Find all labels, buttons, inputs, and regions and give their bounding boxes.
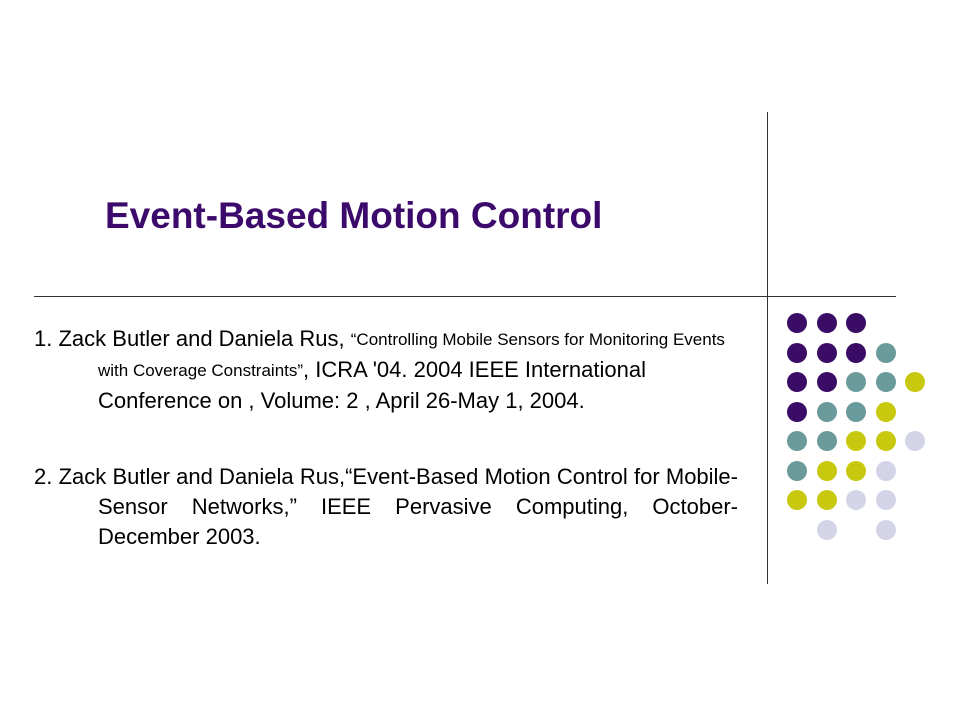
decorative-dot-teal [787,461,807,481]
decorative-dot-olive [876,402,896,422]
decorative-dot-teal [876,372,896,392]
vertical-divider [767,112,768,584]
decorative-dot-purple [787,402,807,422]
decorative-dot-teal [876,343,896,363]
reference-authors: Zack Butler and Daniela Rus, [58,464,346,489]
decorative-dot-olive [905,372,925,392]
reference-paper-title: “Controlling Mobile Sensors for Monitoring Events with Coverage Constraints” [98,330,725,380]
decorative-dot-lavender [876,490,896,510]
decorative-dot-lavender [905,431,925,451]
slide-title: Event-Based Motion Control [105,195,603,236]
reference-paper-title: “Event-Based Motion Control for Mobile-Sensor Networks,” [98,464,738,519]
reference-separator: , [338,326,351,351]
reference-list [34,324,738,552]
decorative-dot-olive [817,461,837,481]
decorative-dot-olive [787,490,807,510]
decorative-dot-lavender [846,490,866,510]
decorative-dot-teal [817,402,837,422]
reference-item [34,462,738,552]
decorative-dot-purple [787,313,807,333]
decorative-dot-olive [846,431,866,451]
decorative-dot-purple [787,343,807,363]
decorative-dot-teal [817,431,837,451]
decorative-dot-lavender [817,520,837,540]
decorative-dot-purple [846,343,866,363]
decorative-dot-lavender [876,461,896,481]
decorative-dot-purple [817,313,837,333]
decorative-dot-purple [817,372,837,392]
decorative-dot-purple [846,313,866,333]
decorative-dot-olive [846,461,866,481]
reference-number: 2. [34,464,53,489]
decorative-dot-lavender [876,520,896,540]
decorative-dot-purple [817,343,837,363]
decorative-dot-teal [846,372,866,392]
reference-authors: Zack Butler and Daniela Rus [58,326,339,351]
reference-details: , ICRA '04. 2004 IEEE International Conference on , Volume: 2 , April 26-May 1, 2004. [98,357,646,413]
decorative-dot-teal [787,431,807,451]
decorative-dot-olive [817,490,837,510]
decorative-dot-teal [846,402,866,422]
decorative-dot-olive [876,431,896,451]
reference-item [34,324,738,416]
reference-number: 1. [34,326,53,351]
reference-details: IEEE Pervasive Computing, October-December 2003. [98,494,738,549]
decorative-dot-purple [787,372,807,392]
